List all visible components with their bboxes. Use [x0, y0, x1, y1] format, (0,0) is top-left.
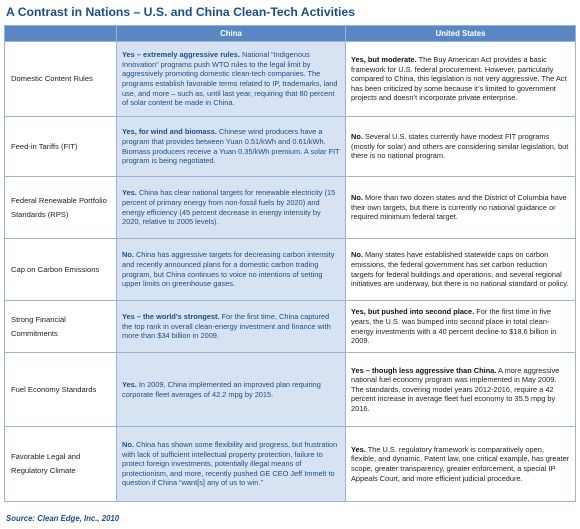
table-row [5, 117, 576, 177]
comparison-table [4, 25, 576, 502]
china-verdict: Yes – extremely aggressive rules. [122, 50, 240, 60]
us-verdict: No. [351, 250, 363, 260]
us-cell [346, 301, 576, 353]
us-verdict: No. [351, 193, 363, 203]
us-cell [346, 353, 576, 427]
china-detail: China has clear national targets for renewable electricity (15 percent of primary energy from non-fossil fuels by 2020) and energy efficiency (45 percent decrease in energy intensity by 2020, relative to 2005 levels). [122, 188, 336, 227]
china-cell [117, 301, 346, 353]
table-header-row [5, 26, 576, 42]
us-detail: For the first time in five years, the U.S. was bumped into second place in total clean-energy investments with a 40 percent decline to $18.6 billion in 2009. [351, 307, 557, 346]
china-verdict: Yes. [122, 379, 137, 389]
table-row [5, 301, 576, 353]
row-category: Strong Financial Commitments [5, 301, 117, 353]
header-category [5, 26, 117, 42]
china-detail: China has aggressive targets for decreasing carbon intensity and recently announced plans for a domestic carbon trading program, but China continues to voice no intentions of setting upper limits on greenhouse gases. [122, 250, 335, 289]
us-detail: Several U.S. states currently have modest FIT programs (mostly for solar) and others are considering similar legislation, but there is no national program. [351, 132, 569, 161]
china-cell [117, 177, 346, 239]
china-cell [117, 117, 346, 177]
us-cell [346, 177, 576, 239]
header-china: China [117, 26, 346, 42]
china-verdict: Yes – the world’s strongest. [122, 312, 220, 322]
china-verdict: No. [122, 250, 134, 260]
header-united-states: United States [346, 26, 576, 42]
us-cell [346, 117, 576, 177]
us-cell [346, 427, 576, 502]
us-verdict: Yes, but pushed into second place. [351, 307, 475, 317]
us-verdict: No. [351, 132, 363, 142]
china-cell [117, 239, 346, 301]
row-category: Cap on Carbon Emissions [5, 239, 117, 301]
table-row [5, 42, 576, 117]
us-verdict: Yes, but moderate. [351, 55, 417, 65]
row-category: Federal Renewable Portfolio Standards (RPS) [5, 177, 117, 239]
row-category: Favorable Legal and Regulatory Climate [5, 427, 117, 502]
china-cell [117, 42, 346, 117]
china-detail: For the first time, China captured the top rank in overall clean-energy investment and finance with more than $34 billion in 2009. [122, 312, 331, 341]
china-cell [117, 427, 346, 502]
us-detail: The U.S. regulatory framework is comparatively open, flexible, and dynamic. Patent law, one critical example, has greater scope, greater transparency, greater enforcement, a special IP Appeals Court, and more efficient judicial procedure. [351, 444, 570, 483]
page-title: A Contrast in Nations – U.S. and China Clean-Tech Activities [6, 5, 355, 19]
row-category: Feed-in Tariffs (FIT) [5, 117, 117, 177]
table-row [5, 239, 576, 301]
china-detail: In 2009, China implemented an improved plan requiring corporate fleet averages of 42.2 mpg by 2015. [122, 379, 321, 399]
us-verdict: Yes. [351, 444, 366, 454]
row-category: Fuel Economy Standards [5, 353, 117, 427]
china-detail: Chinese wind producers have a program that provides between Yuan 0.51/kWh and 0.61/kWh. Biomass producers receive a Yuan 0.35/kWh premium. A solar FIT program is being negotiated. [122, 127, 340, 166]
china-verdict: Yes, for wind and biomass. [122, 127, 217, 137]
source-note: Source: Clean Edge, Inc., 2010 [6, 514, 120, 523]
table-row [5, 177, 576, 239]
us-detail: More than two dozen states and the District of Columbia have their own targets, but there is currently no national guidance or required minimum federal target. [351, 193, 567, 222]
us-detail: A more aggressive national fuel economy program was implemented in May 2009. The standards, covering model years 2012-2016, require a 42 percent increase in average fleet fuel economy to 35.5 mpg by 2016. [351, 365, 560, 413]
us-cell [346, 239, 576, 301]
us-detail: The Buy American Act provides a basic framework for U.S. federal procurement. However, particularly compared to China, this legislation is not very aggressive. The Act has been criticized by some because it’s limited to government projects and doesn’t incorporate private enterprise. [351, 55, 567, 103]
china-verdict: Yes. [122, 188, 137, 198]
table-row [5, 353, 576, 427]
china-cell [117, 353, 346, 427]
china-detail: China has shown some flexibility and progress, but frustration with lack of sufficient intellectual property protection, failure to protect foreign investments, potentially illegal means of protectionism, and more, recently pushed GE CEO Jeff Immelt to question if China “want[s] any of us to win.” [122, 440, 338, 488]
china-detail: National “Indigenous Innovation” programs push WTO rules to the legal limit by aggressively promoting domestic clean-tech companies. The programs establish favorable terms related to IP, trademarks, land use, and more – such as, until last year, requiring that 80 percent of solar content be made in China. [122, 50, 338, 108]
us-verdict: Yes – though less aggressive than China. [351, 365, 497, 375]
table-row [5, 427, 576, 502]
comparison-table-wrapper [4, 25, 575, 502]
china-verdict: No. [122, 440, 134, 450]
row-category: Domestic Content Rules [5, 42, 117, 117]
us-detail: Many states have established statewide caps on carbon emissions, the federal government has set carbon reduction targets for federal buildings and operations, and several regional initiatives are underway, but there is no national standard or policy. [351, 250, 569, 289]
us-cell [346, 42, 576, 117]
